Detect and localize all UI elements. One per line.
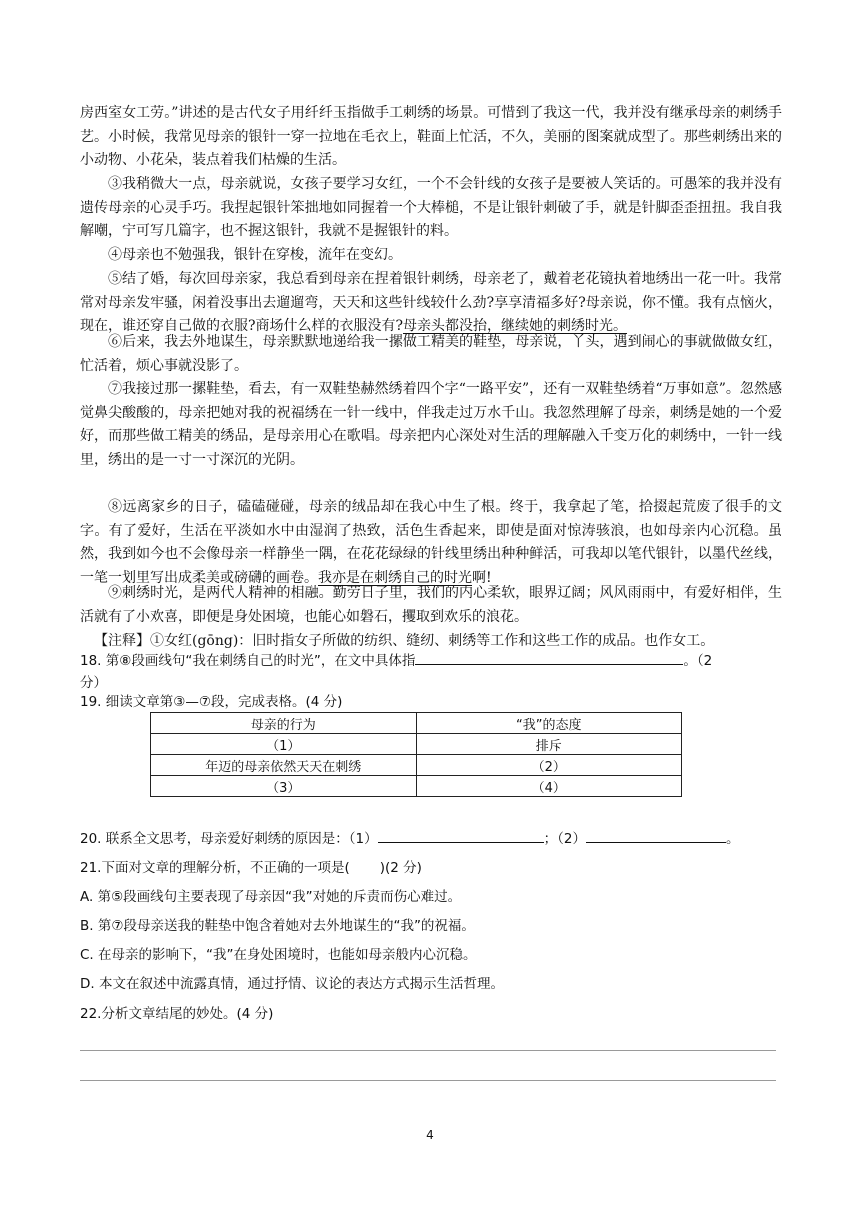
page-number: 4 [426,1128,434,1142]
passage-paragraph-3: ③我稍微大一点，母亲就说，女孩子要学习女红，一个不会针线的女孩子是要被人笑话的。可愚笨的我并没有遗传母亲的心灵手巧。我捏起银针笨拙地如同握着一个大棒槌，不是让银针刺破了手，就是针脚歪歪扭扭。我自我解嘲，宁可写几篇字，也不握这银针，我就不是握银针的料。 [80,176,782,240]
paragraph-8-underlined-sentence: 我亦是在刺绣自己的时光 [318,569,472,586]
passage-paragraph-7: ⑦我接过那一摞鞋垫，看去，有一双鞋垫赫然绣着四个字“一路平安”，还有一双鞋垫绣着“万事如意”。忽然感觉鼻尖酸酸的，母亲把她对我的祝福绣在一针一线中，伴我走过万水千山。我忽然理解了母亲，刺绣是她的一个爱好，而那些做工精美的绣品，是母亲用心在歌唱。母亲把内心深处对生活的理解融入千变万化的刺绣中，一针一线里，绣出的是一寸一寸深沉的光阴。 [80,381,782,468]
table-row [151,755,682,776]
footnote: 【注释】①女红(gōng)：旧时指女子所做的纺织、缝纫、刺绣等工作和这些工作的成品。也作女工。 [94,633,715,649]
option-a: A. 第⑤段画线句主要表现了母亲因“我”对她的斥责而伤心难过。 [80,889,462,905]
paragraph-5-underlined-sentence: 母亲头都没抬，继续她的刺绣时光。 [403,318,628,335]
question-20-text: 20. 联系全文思考，母亲爱好刺绣的原因是：（1） [80,831,378,847]
question-20-answer-blank-2[interactable] [586,828,726,843]
passage-paragraph-8 [80,496,782,590]
table-header-row [151,713,682,734]
option-c: C. 在母亲的影响下，“我”在身处困境时，也能如母亲般内心沉稳。 [80,947,477,963]
paragraph-5-text: ⑤结了婚，每次回母亲家，我总看到母亲在捏着银针刺绣，母亲老了，戴着老花镜执着地绣出一花一叶。我常常对母亲发牢骚，闲着没事出去遛遛弯，天天和这些针线较什么劲?享享清福多好?母亲说，你不懂。我有点恼火，现在，谁还穿自己做的衣服?商场什么样的衣服没有? [80,271,782,335]
table-cell: 排斥 [416,734,682,755]
table-header-cell: 母亲的行为 [151,713,417,734]
question-19-table [150,712,682,797]
paragraph-8-ending: 啊! [472,569,492,586]
question-18-score-cont: 分） [80,675,107,691]
passage-paragraph-9: ⑨刺绣时光，是两代人精神的相融。勤劳日子里，我们的内心柔软，眼界辽阔；风风雨雨中，有爱好相伴，生活就有了小欢喜，即便是身处困境，也能心如磐石，攫取到欢乐的浪花。 [80,585,782,625]
question-20 [80,828,786,850]
table-cell[interactable]: （1） [151,734,417,755]
question-22: 22.分析文章结尾的妙处。(4 分) [80,1006,274,1022]
table-cell: 年迈的母亲依然天天在刺绣 [151,755,417,776]
answer-line[interactable] [80,1080,776,1081]
passage-paragraph-6: ⑥后来，我去外地谋生，母亲默默地递给我一摞做工精美的鞋垫，母亲说，丫头，遇到闹心的事就做做女红，忙活着，烦心事就没影了。 [80,334,782,374]
question-20-end: 。 [725,831,740,847]
table-cell[interactable]: （3） [151,776,417,797]
question-20-separator: ；（2） [543,831,586,847]
question-21-score: )(2 分) [379,860,422,876]
question-18-text: 18. 第⑧段画线句“我在刺绣自己的时光”，在文中具体指 [80,653,416,669]
option-b: B. 第⑦段母亲送我的鞋垫中饱含着她对去外地谋生的“我”的祝福。 [80,918,475,934]
question-21-text: 21.下面对文章的理解分析，不正确的一项是( [80,860,350,876]
option-d: D. 本文在叙述中流露真情，通过抒情、议论的表达方式揭示生活哲理。 [80,976,504,992]
question-18-answer-blank[interactable] [415,650,683,665]
question-21 [80,857,422,879]
table-header-cell: “我”的态度 [416,713,682,734]
table-row [151,734,682,755]
passage-paragraph-4: ④母亲也不勉强我，银针在穿梭，流年在变幻。 [108,247,402,263]
table-cell[interactable]: （4） [416,776,682,797]
question-20-answer-blank-1[interactable] [378,828,544,843]
question-19: 19. 细读文章第③—⑦段，完成表格。(4 分) [80,694,343,710]
answer-line[interactable] [80,1050,776,1051]
question-18 [80,650,786,694]
question-18-score: 。（2 [683,653,713,669]
passage-paragraph-5 [80,268,782,339]
table-cell[interactable]: （2） [416,755,682,776]
table-row [151,776,682,797]
paragraph-8-text: ⑧远离家乡的日子，磕磕碰碰，母亲的绒品却在我心中生了根。终于，我拿起了笔，拾掇起荒废了很手的文字。有了爱好，生活在平淡如水中由湿润了热致，活色生香起来，即使是面对惊涛骇浪，也如母亲内心沉稳。虽然，我到如今也不会像母亲一样静坐一隅，在花花绿绿的针线里绣出种种鲜活，可我却以笔代银针，以墨代丝线，一笔一划里写出成柔美或磅礴的画卷。 [80,499,782,586]
passage-paragraph-continued: 房西室女工劳。”讲述的是古代女子用纤纤玉指做手工刺绣的场景。可惜到了我这一代，我并没有继承母亲的刺绣手艺。小时候，我常见母亲的银针一穿一拉地在毛衣上，鞋面上忙活，不久，美丽的图案就成型了。那些刺绣出来的小动物、小花朵，装点着我们枯燥的生活。 [80,105,782,169]
